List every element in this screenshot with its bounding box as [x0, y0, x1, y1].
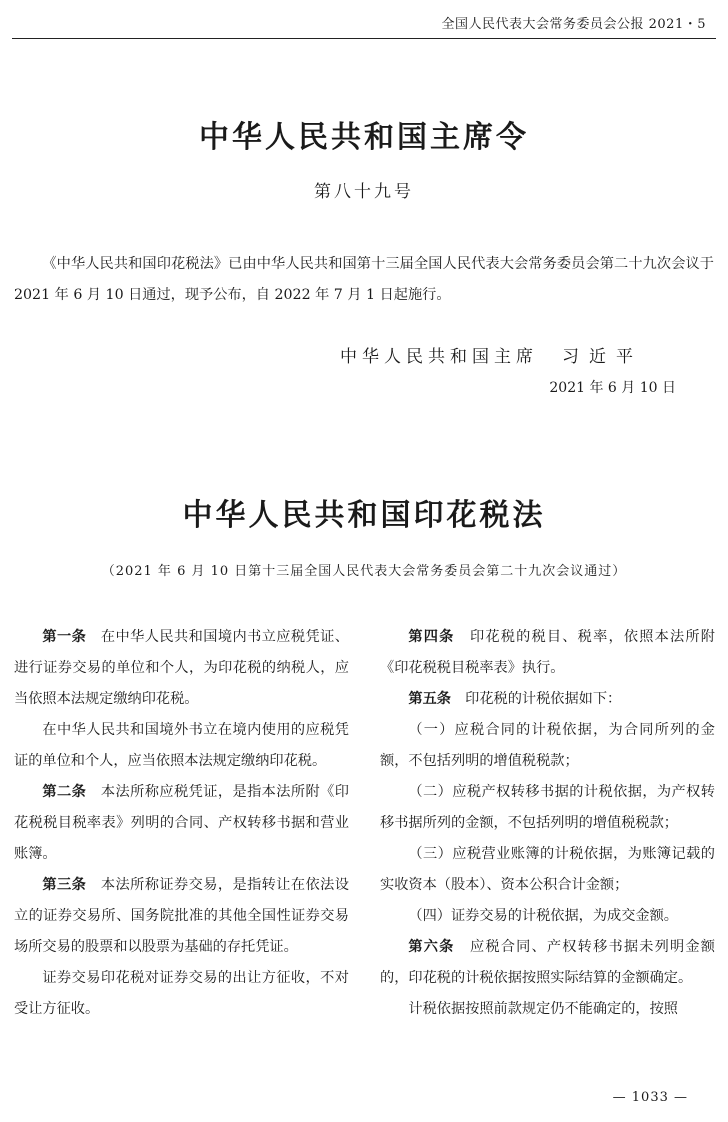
article-number: 第五条: [408, 691, 451, 707]
order-title: 中华人民共和国主席令: [199, 120, 529, 155]
running-head: 全国人民代表大会常务委员会公报 2021・5: [441, 17, 706, 32]
right-column: [380, 622, 715, 1025]
page-number: — 1033 —: [612, 1090, 688, 1105]
article-number: 第六条: [408, 939, 455, 955]
article-text: 本法所称证券交易，是指转让在依法设立的证券交易所、国务院批准的其他全国性证券交易场所交易的股票和以股票为基础的存托凭证。: [14, 877, 349, 955]
signature-name: 习近平: [562, 347, 643, 367]
article-number: 第三条: [42, 877, 87, 893]
article-text: （一）应税合同的计税依据，为合同所列的金额，不包括列明的增值税税款；: [380, 722, 715, 769]
order-number: 第八十九号: [314, 182, 414, 202]
article-text: 印花税的计税依据如下：: [465, 691, 622, 707]
article-text: 本法所称应税凭证，是指本法所附《印花税税目税率表》列明的合同、产权转移书据和营业账簿。: [14, 784, 349, 862]
article-text: 印花税的税目、税率，依照本法所附《印花税税目税率表》执行。: [380, 629, 715, 676]
article-number: 第一条: [42, 629, 87, 645]
article-paragraph: [380, 622, 715, 684]
article-paragraph: [380, 777, 715, 839]
article-number: 第四条: [408, 629, 455, 645]
article-text: （二）应税产权转移书据的计税依据，为产权转移书据所列的金额，不包括列明的增值税税款；: [380, 784, 715, 831]
article-paragraph: [380, 901, 715, 932]
article-paragraph: [14, 777, 349, 870]
order-date: 2021 年 6 月 10 日: [549, 380, 676, 396]
left-column: [14, 622, 349, 1025]
article-text: （四）证券交易的计税依据，为成交金额。: [408, 908, 678, 924]
article-number: 第二条: [42, 784, 87, 800]
article-paragraph: [380, 932, 715, 994]
order-announcement: 《中华人民共和国印花税法》已由中华人民共和国第十三届全国人民代表大会常务委员会第二十九次会议于 2021 年 6 月 10 日通过，现予公布，自 2022 年 7 月 1 日起施行。: [14, 256, 714, 303]
article-paragraph: [380, 715, 715, 777]
law-title: 中华人民共和国印花税法: [182, 498, 546, 533]
article-paragraph: [380, 839, 715, 901]
article-paragraph: [14, 622, 349, 715]
article-paragraph: [14, 870, 349, 963]
article-text: （三）应税营业账簿的计税依据，为账簿记载的实收资本（股本）、资本公积合计金额；: [380, 846, 715, 893]
law-adoption-note: （2021 年 6 月 10 日第十三届全国人民代表大会常务委员会第二十九次会议通过）: [101, 564, 627, 579]
article-paragraph: [14, 963, 349, 1025]
article-text: 证券交易印花税对证券交易的出让方征收，不对受让方征收。: [14, 970, 349, 1017]
article-text: 计税依据按照前款规定仍不能确定的，按照: [408, 1001, 678, 1017]
article-text: 应税合同、产权转移书据未列明金额的，印花税的计税依据按照实际结算的金额确定。: [380, 939, 715, 986]
article-paragraph: [14, 715, 349, 777]
header-rule: [12, 38, 716, 39]
article-text: 在中华人民共和国境外书立在境内使用的应税凭证的单位和个人，应当依照本法规定缴纳印花税。: [14, 722, 349, 769]
article-paragraph: [380, 994, 715, 1025]
article-text: 在中华人民共和国境内书立应税凭证、进行证券交易的单位和个人，为印花税的纳税人，应当依照本法规定缴纳印花税。: [14, 629, 349, 707]
order-signature: [340, 342, 643, 367]
article-paragraph: [380, 684, 715, 715]
signature-title: 中华人民共和国主席: [340, 347, 538, 367]
